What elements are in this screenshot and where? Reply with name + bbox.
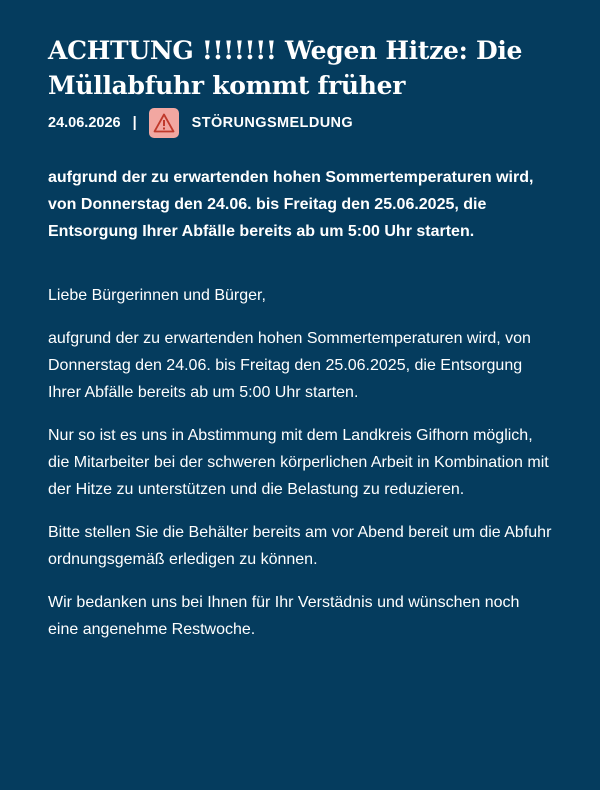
article-title: ACHTUNG !!!!!!! Wegen Hitze: Die Müllabfuhr kommt früher: [48, 36, 523, 100]
body-paragraph: Wir bedanken uns bei Ihnen für Ihr Verstädnis und wünschen noch eine angenehme Restwoche.: [48, 594, 520, 638]
body-paragraph: aufgrund der zu erwartenden hohen Sommertemperaturen wird, von Donnerstag den 24.06. bis Freitag den 25.06.2025, die Entsorgung Ihrer Abfälle bereits ab um 5:00 Uhr starten.: [48, 330, 531, 401]
publish-date: 24.06.2026: [48, 115, 121, 131]
body-paragraph: Nur so ist es uns in Abstimmung mit dem Landkreis Gifhorn möglich, die Mitarbeiter bei der schweren körperlichen Arbeit in Kombination mit der Hitze zu unterstützen und die Belastung zu reduzieren.: [48, 427, 549, 498]
category-label[interactable]: STÖRUNGSMELDUNG: [191, 115, 354, 131]
article-body: [48, 282, 552, 643]
article-lead: aufgrund der zu erwartenden hohen Sommertemperaturen wird, von Donnerstag den 24.06. bis Freitag den 25.06.2025, die Entsorgung Ihrer Abfälle bereits ab um 5:00 Uhr starten.: [48, 169, 534, 240]
meta-separator: |: [132, 115, 137, 131]
warning-triangle-icon: [153, 113, 175, 133]
body-paragraph: Bitte stellen Sie die Behälter bereits am vor Abend bereit um die Abfuhr ordnungsgemäß erledigen zu können.: [48, 524, 552, 568]
greeting-paragraph: Liebe Bürgerinnen und Bürger,: [48, 287, 266, 304]
article-meta: [48, 106, 552, 140]
warning-triangle-icon: [149, 108, 179, 138]
